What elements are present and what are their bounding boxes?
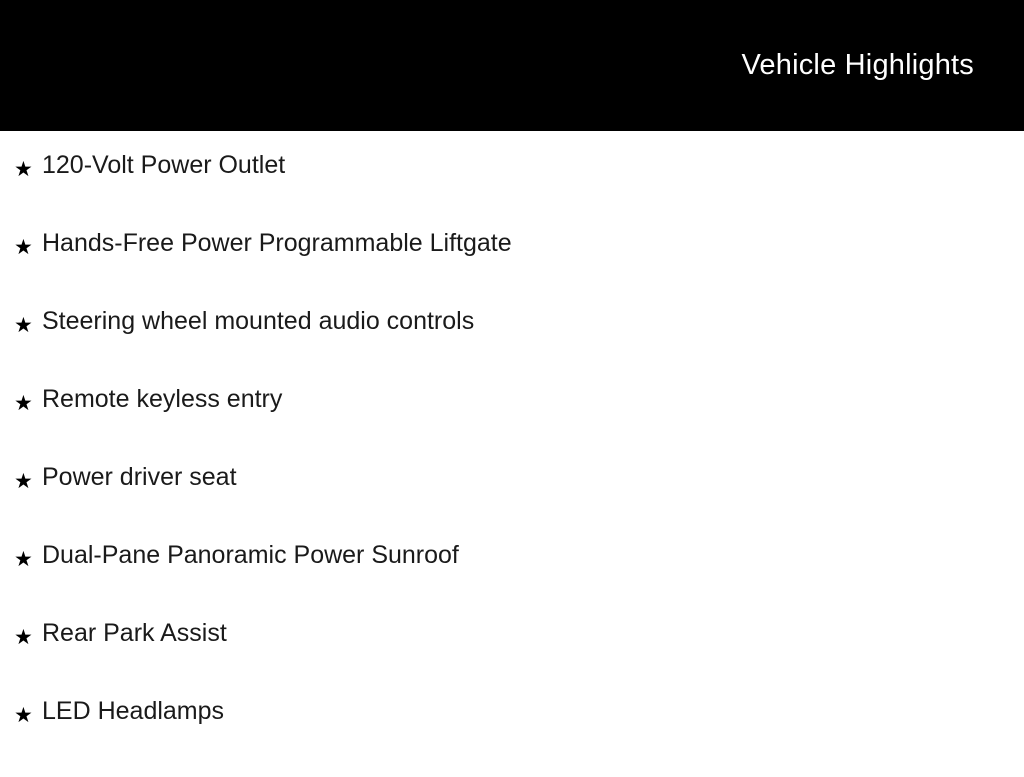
- star-icon: ★: [14, 236, 33, 259]
- list-item: [0, 231, 1024, 309]
- star-icon: ★: [14, 548, 33, 571]
- star-icon: ★: [14, 158, 33, 181]
- highlight-label: LED Headlamps: [42, 697, 225, 725]
- page-header: [0, 0, 1024, 131]
- list-item: [0, 699, 1024, 777]
- highlight-label: Power driver seat: [42, 463, 237, 491]
- highlight-label: Dual-Pane Panoramic Power Sunroof: [42, 541, 459, 569]
- highlight-label: Rear Park Assist: [42, 619, 227, 647]
- vehicle-highlights-list: [0, 131, 1024, 777]
- highlight-label: 120-Volt Power Outlet: [42, 151, 286, 179]
- highlight-label: Remote keyless entry: [42, 385, 283, 413]
- list-item: [0, 543, 1024, 621]
- highlight-label: Hands-Free Power Programmable Liftgate: [42, 229, 512, 257]
- star-icon: ★: [14, 314, 33, 337]
- star-icon: ★: [14, 626, 33, 649]
- list-item: [0, 465, 1024, 543]
- star-icon: ★: [14, 704, 33, 727]
- star-icon: ★: [14, 470, 33, 493]
- list-item: [0, 621, 1024, 699]
- star-icon: ★: [14, 392, 33, 415]
- highlight-label: Steering wheel mounted audio controls: [42, 307, 475, 335]
- page-title: Vehicle Highlights: [741, 49, 974, 81]
- list-item: [0, 153, 1024, 231]
- list-item: [0, 309, 1024, 387]
- list-item: [0, 387, 1024, 465]
